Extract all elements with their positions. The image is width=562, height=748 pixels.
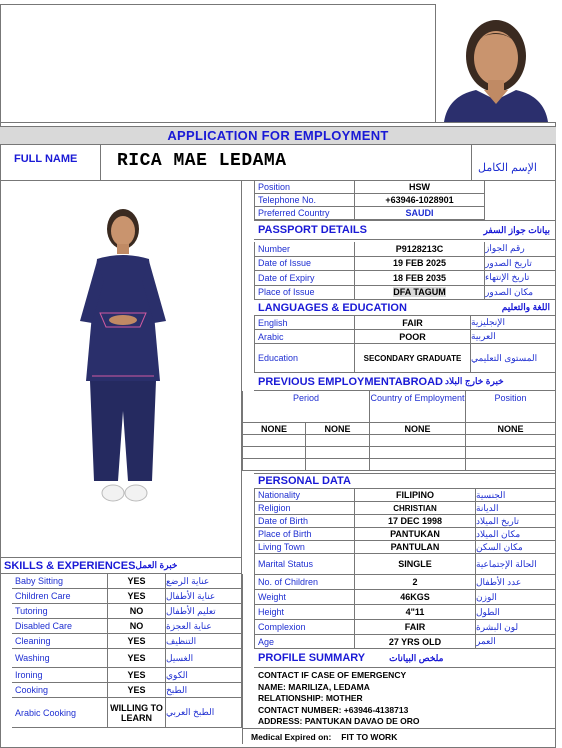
personal-label-text: Complexion: [258, 622, 306, 632]
personal-value-text: SINGLE: [398, 559, 432, 569]
personal-value: [355, 541, 476, 554]
empty-cell: [242, 435, 306, 447]
personal-label-text: Weight: [258, 592, 286, 602]
empty-cell: [466, 459, 556, 471]
skill-arabic-text: عناية العجزة: [166, 620, 212, 631]
info-label: [254, 207, 355, 220]
language-value: [355, 344, 471, 373]
col-position-label: Position: [494, 393, 527, 403]
col-period: [242, 391, 370, 423]
personal-label: [254, 635, 355, 649]
skill-label: [12, 634, 108, 649]
personal-label: [254, 528, 355, 541]
skill-arabic: [166, 619, 242, 634]
info-label-text: Position: [258, 182, 291, 192]
passport-value: [355, 242, 485, 257]
language-value: [355, 316, 471, 330]
skill-value-text: YES: [127, 685, 146, 695]
language-label: [254, 344, 355, 373]
skill-arabic-text: الكوي: [166, 669, 188, 680]
languages-header: [254, 300, 556, 316]
personal-label-text: Height: [258, 607, 285, 617]
personal-arabic: [476, 590, 556, 605]
skill-arabic: [166, 604, 242, 619]
personal-value: [355, 575, 476, 590]
personal-arabic: [476, 554, 556, 575]
personal-label-text: Place of Birth: [258, 529, 312, 539]
info-value-text: HSW: [409, 182, 430, 192]
empty-cell: [466, 435, 556, 447]
profile-summary-text: [258, 670, 556, 728]
skill-label: [12, 619, 108, 634]
full-name-label: FULL NAME: [14, 153, 78, 165]
passport-value-text: 18 FEB 2035: [392, 272, 447, 283]
passport-label-text: Place of Issue: [258, 287, 315, 298]
personal-value-text: 46KGS: [400, 592, 430, 602]
personal-label-text: Living Town: [258, 542, 305, 552]
skill-value: [108, 698, 166, 728]
headshot-photo: [435, 4, 556, 122]
skill-arabic: [166, 649, 242, 668]
personal-arabic-text: الطول: [476, 606, 500, 617]
previous-header: [254, 373, 556, 391]
personal-label-text: Age: [258, 636, 275, 647]
full-name-value: RICA MAE LEDAMA: [117, 151, 287, 171]
skill-arabic-text: الطبخ: [166, 684, 188, 695]
skill-label-text: Washing: [15, 653, 50, 663]
personal-arabic: [476, 575, 556, 590]
info-label-text: Telephone No.: [258, 195, 317, 205]
skill-value: [108, 589, 166, 604]
language-arabic: [471, 344, 556, 373]
skill-label-text: Disabled Care: [15, 621, 73, 631]
skill-value-text: YES: [127, 591, 146, 601]
personal-value-text: PANTULAN: [390, 542, 440, 552]
personal-value: [355, 605, 476, 620]
personal-arabic-text: لون البشرة: [476, 621, 519, 632]
profile-line: RELATIONSHIP: MOTHER: [258, 693, 363, 703]
personal-value-text: 27 YRS OLD: [388, 636, 442, 647]
personal-label: [254, 605, 355, 620]
language-arabic-text: المستوى التعليمي: [471, 352, 538, 363]
skill-value-text: NO: [129, 606, 144, 616]
passport-value: [355, 257, 485, 272]
profile-line: ADDRESS: PANTUKAN DAVAO DE ORO: [258, 716, 420, 726]
skills-header: [0, 557, 242, 574]
personal-arabic-text: مكان الميلاد: [476, 528, 521, 539]
skill-value-text: YES: [127, 576, 146, 586]
skill-value: [108, 604, 166, 619]
personal-value-text: CHRISTIAN: [393, 503, 437, 513]
col-period-label: Period: [292, 393, 319, 403]
info-label: [254, 194, 355, 207]
empty-cell: [370, 459, 466, 471]
skill-label-text: Children Care: [15, 591, 71, 601]
personal-label: [254, 541, 355, 554]
personal-value-text: FAIR: [404, 622, 426, 632]
profile-line: CONTACT NUMBER: +63946-4138713: [258, 704, 409, 715]
skill-label-text: Cleaning: [15, 636, 51, 646]
info-value-text: SAUDI: [405, 208, 434, 218]
personal-arabic: [476, 605, 556, 620]
skill-arabic-text: الطبخ العربي: [166, 707, 215, 717]
empty-cell: [306, 447, 370, 459]
col-country: [370, 391, 466, 423]
passport-label: [254, 257, 355, 272]
personal-label: [254, 502, 355, 515]
full-name-row: [0, 145, 556, 181]
skill-label-text: Baby Sitting: [15, 576, 64, 586]
skill-value: [108, 668, 166, 683]
skill-arabic: [166, 668, 242, 683]
skill-arabic: [166, 574, 242, 589]
empty-cell: [466, 447, 556, 459]
personal-arabic-text: الجنسية: [476, 489, 506, 500]
skill-value-text: NO: [129, 621, 144, 631]
empty-cell: [306, 435, 370, 447]
left-bottom-rule: [242, 574, 243, 744]
prev-position: [466, 423, 556, 435]
passport-arabic: [485, 271, 556, 286]
skill-value-text: YES: [127, 653, 146, 663]
prev-period-to: [306, 423, 370, 435]
passport-value-text: 19 FEB 2025: [392, 258, 447, 269]
language-label: [254, 330, 355, 344]
profile-header-label: PROFILE SUMMARY: [258, 652, 366, 664]
passport-arabic-text: تاريخ الصدور: [485, 257, 532, 268]
personal-label-text: Date of Birth: [258, 516, 309, 526]
full-body-photo: [0, 181, 242, 557]
language-arabic: [471, 330, 556, 344]
prev-period-from-value: NONE: [260, 423, 287, 434]
empty-cell: [370, 447, 466, 459]
skill-value: [108, 619, 166, 634]
skill-value: [108, 574, 166, 589]
language-arabic: [471, 316, 556, 330]
personal-header: [254, 473, 556, 489]
previous-header-arabic: خبرة خارج البلاد: [444, 376, 504, 386]
profile-header: [254, 649, 556, 668]
personal-value: [355, 515, 476, 528]
personal-value: [355, 489, 476, 502]
personal-label-text: Religion: [258, 503, 291, 513]
personal-label: [254, 590, 355, 605]
language-value-text: POOR: [399, 331, 426, 342]
skill-label: [12, 589, 108, 604]
personal-value-text: 2: [412, 577, 418, 587]
empty-cell: [306, 459, 370, 471]
name-divider-2: [471, 145, 472, 181]
passport-label: [254, 271, 355, 286]
top-rule: [0, 122, 556, 123]
medical-row: [242, 728, 556, 744]
language-value-text: FAIR: [402, 317, 423, 328]
prev-period-to-value: NONE: [324, 423, 351, 434]
skill-label: [12, 574, 108, 589]
personal-arabic: [476, 528, 556, 541]
personal-arabic-text: العمر: [476, 636, 496, 646]
medical-value: FIT TO WORK: [341, 731, 398, 742]
skill-arabic-text: عناية الأطفال: [166, 590, 216, 601]
personal-value-text: 17 DEC 1998: [387, 516, 443, 526]
info-value: [355, 181, 485, 194]
personal-arabic: [476, 489, 556, 502]
language-label-text: English: [258, 317, 288, 328]
medical-label: Medical Expired on:: [251, 731, 332, 742]
passport-label: [254, 242, 355, 257]
personal-label: [254, 575, 355, 590]
personal-arabic: [476, 502, 556, 515]
skill-arabic: [166, 589, 242, 604]
personal-value-text: 4"11: [405, 607, 425, 617]
language-arabic-text: العربية: [471, 331, 496, 341]
personal-arabic-text: عدد الأطفال: [476, 576, 522, 587]
skill-label-text: Ironing: [15, 670, 43, 680]
personal-value: [355, 528, 476, 541]
prev-country-value: NONE: [404, 423, 431, 434]
language-label-text: Education: [258, 353, 299, 363]
empty-cell: [242, 459, 306, 471]
passport-header: [254, 220, 556, 240]
previous-header-label: PREVIOUS EMPLOYMENTABROAD: [258, 375, 443, 388]
passport-header-label: PASSPORT DETAILS: [258, 224, 367, 236]
personal-value: [355, 620, 476, 635]
passport-value: [355, 286, 485, 301]
skill-arabic: [166, 683, 242, 698]
name-divider: [100, 145, 101, 181]
skill-value: [108, 634, 166, 649]
personal-arabic-text: الحالة الإجتماعية: [476, 558, 537, 569]
skills-header-arabic: خبرة العمل: [135, 560, 178, 570]
personal-label-text: No. of Children: [258, 577, 319, 587]
skills-header-label: SKILLS & EXPERIENCES: [4, 559, 136, 572]
skill-value-text: YES: [127, 636, 146, 646]
passport-arabic: [485, 286, 556, 301]
personal-label: [254, 489, 355, 502]
profile-header-arabic: ملخص البيانات: [389, 652, 444, 663]
language-value: [355, 330, 471, 344]
personal-value: [355, 554, 476, 575]
skill-arabic-text: عناية الرضع: [166, 575, 210, 586]
page-title: APPLICATION FOR EMPLOYMENT: [167, 128, 389, 143]
info-value: [355, 207, 485, 220]
empty-cell: [370, 435, 466, 447]
skill-arabic: [166, 698, 242, 728]
skill-label-text: Tutoring: [15, 606, 48, 616]
full-name-arabic: الإسم الكامل: [478, 162, 537, 174]
languages-header-label: LANGUAGES & EDUCATION: [258, 301, 407, 314]
skill-value-text: YES: [127, 670, 146, 680]
prev-position-value: NONE: [497, 423, 524, 434]
skill-label-text: Cooking: [15, 685, 49, 695]
skill-label: [12, 698, 108, 728]
skill-arabic-text: التنظيف: [166, 635, 197, 646]
personal-label-text: Marital Status: [258, 559, 314, 569]
personal-header-label: PERSONAL DATA: [258, 475, 351, 487]
passport-value-text: DFA TAGUM: [393, 287, 446, 298]
empty-cell: [242, 447, 306, 459]
title-bar: [0, 126, 556, 145]
personal-label: [254, 554, 355, 575]
skill-label: [12, 649, 108, 668]
personal-arabic: [476, 635, 556, 649]
personal-value: [355, 590, 476, 605]
personal-value-text: PANTUKAN: [390, 529, 440, 539]
passport-arabic-text: تاريخ الإنتهاء: [485, 272, 530, 283]
col-position: [466, 391, 556, 423]
personal-value: [355, 502, 476, 515]
skill-label: [12, 683, 108, 698]
personal-arabic-text: الوزن: [476, 591, 497, 602]
col-country-label: Country of Employment: [370, 393, 465, 403]
skill-label-text: Arabic Cooking: [15, 707, 77, 718]
skill-arabic-text: الغسيل: [166, 652, 194, 663]
passport-value: [355, 271, 485, 286]
skill-value: [108, 683, 166, 698]
passport-arabic-text: رقم الجواز: [485, 243, 525, 254]
personal-arabic-text: الديانة: [476, 502, 499, 513]
skill-arabic-text: تعليم الأطفال: [166, 605, 216, 616]
passport-label-text: Date of Issue: [258, 258, 312, 269]
personal-arabic: [476, 541, 556, 554]
skill-arabic: [166, 634, 242, 649]
info-value-text: +63946-1028901: [385, 195, 454, 205]
personal-label-text: Nationality: [258, 490, 301, 500]
personal-arabic: [476, 515, 556, 528]
skill-label: [12, 604, 108, 619]
skill-value-text: WILLING TO LEARN: [110, 702, 163, 723]
skill-label: [12, 668, 108, 683]
personal-label: [254, 515, 355, 528]
info-label-text: Preferred Country: [258, 208, 330, 218]
language-label-text: Arabic: [258, 331, 284, 342]
passport-header-arabic: بيانات جواز السفر: [483, 224, 550, 235]
prev-country: [370, 423, 466, 435]
personal-value-text: FILIPINO: [396, 490, 434, 500]
personal-arabic-text: مكان السكن: [476, 541, 523, 552]
profile-line: NAME: MARILIZA, LEDAMA: [258, 681, 370, 692]
personal-label: [254, 620, 355, 635]
personal-arabic-text: تاريخ الميلاد: [476, 515, 519, 526]
passport-arabic: [485, 257, 556, 272]
passport-label-text: Date of Expiry: [258, 272, 315, 283]
passport-label-text: Number: [258, 243, 291, 254]
passport-arabic-text: مكان الصدور: [485, 286, 534, 297]
languages-header-arabic: اللغة والتعليم: [501, 302, 550, 312]
passport-label: [254, 286, 355, 301]
personal-value: [355, 635, 476, 649]
language-value-text: SECONDARY GRADUATE: [363, 353, 462, 363]
language-arabic-text: الإنجليزية: [471, 317, 505, 327]
passport-value-text: P9128213C: [395, 243, 444, 254]
skill-value: [108, 649, 166, 668]
personal-arabic: [476, 620, 556, 635]
info-label: [254, 181, 355, 194]
profile-line: CONTACT IF CASE OF EMERGENCY: [258, 670, 407, 680]
language-label: [254, 316, 355, 330]
passport-arabic: [485, 242, 556, 257]
info-value: [355, 194, 485, 207]
prev-period-from: [242, 423, 306, 435]
